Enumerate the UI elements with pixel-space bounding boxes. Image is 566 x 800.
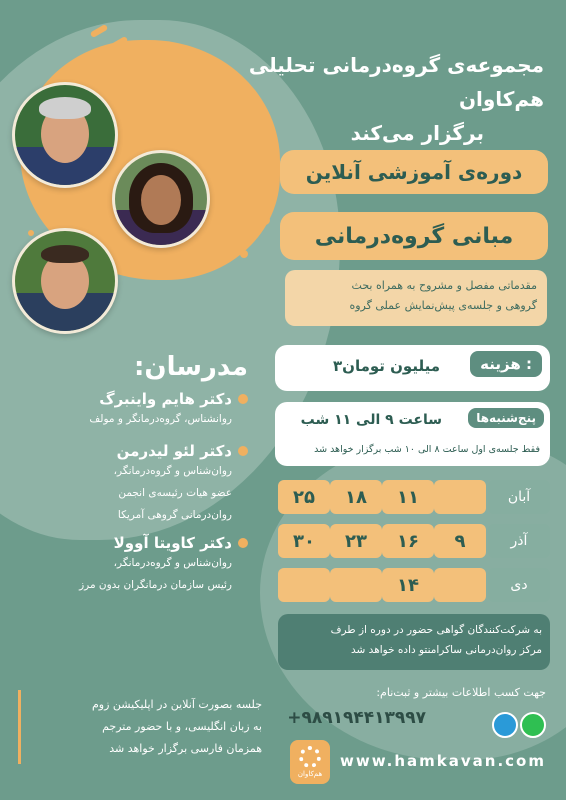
- teacher-info: رئیس سازمان درمانگران بدون مرز: [79, 579, 232, 591]
- online-line-3: همزمان فارسی برگزار خواهد شد: [109, 742, 262, 755]
- bullet-icon: [238, 538, 248, 548]
- bullet-icon: [238, 394, 248, 404]
- certificate-note: [278, 614, 550, 670]
- cost-box: [275, 345, 550, 391]
- month-dey: دی: [488, 568, 550, 602]
- calendar-cell: [330, 568, 382, 602]
- description-line-2: گروهی و جلسه‌ی پیش‌نمایش عملی گروه: [349, 299, 537, 312]
- teacher-info: عضو هیات رئیسه‌ی انجمن: [118, 487, 232, 499]
- calendar-cell: ۱۱: [382, 480, 434, 514]
- course-name: مبانی گروه‌درمانی: [314, 223, 514, 249]
- online-line-2: به زبان انگلیسی، و با حضور مترجم: [102, 720, 262, 733]
- teacher-info: روان‌درمانی گروهی آمریکا: [117, 509, 232, 521]
- calendar-cell: [278, 568, 330, 602]
- whatsapp-icon[interactable]: [520, 712, 546, 738]
- certificate-line-2: مرکز روان‌درمانی ساکرامنتو داده خواهد شد: [351, 644, 542, 656]
- calendar-cell: ۳۰: [278, 524, 330, 558]
- teacher-name: دکتر هایم واینبرگ: [99, 390, 232, 408]
- calendar-cell: ۱۶: [382, 524, 434, 558]
- cost-label: هزینه :: [470, 351, 542, 377]
- course-description: [285, 270, 547, 326]
- schedule-time: ساعت ۹ الی ۱۱ شب: [300, 412, 442, 428]
- teachers-heading: مدرسان:: [133, 352, 248, 382]
- decor-dot: [28, 230, 34, 236]
- teacher-info: روانشناس، گروه‌درمانگر و مولف: [89, 413, 232, 425]
- month-aban: آبان: [488, 480, 550, 514]
- online-note: [18, 690, 268, 764]
- course-type: دوره‌ی آموزشی آنلاین: [305, 160, 523, 184]
- cost-value: ۳میلیون تومان: [332, 357, 440, 375]
- calendar-cell: ۲۵: [278, 480, 330, 514]
- title-line-2: برگزار می‌کند: [350, 121, 484, 145]
- teacher-item: [18, 442, 248, 526]
- teacher-item: [18, 390, 248, 430]
- teacher-info: روان‌شناس و گروه‌درمانگر،: [113, 557, 232, 569]
- schedule-day: پنج‌شنبه‌ها: [468, 408, 544, 428]
- teacher-info: روان‌شناس و گروه‌درمانگر،: [113, 465, 232, 477]
- teacher-name: دکتر کاویتا آوولا: [113, 534, 232, 552]
- certificate-line-1: به شرکت‌کنندگان گواهی حضور در دوره از طرف: [330, 624, 542, 636]
- phone-number[interactable]: +۹۸۹۱۹۴۴۱۳۹۹۷: [287, 708, 426, 728]
- decor-dot: [240, 250, 248, 258]
- course-type-pill: [280, 150, 548, 194]
- title-line-1: مجموعه‌ی گروه‌درمانی تحلیلی هم‌کاوان: [248, 53, 544, 111]
- hamkavan-logo: [290, 740, 330, 784]
- online-line-1: جلسه بصورت آنلاین در اپلیکیشن زوم: [91, 698, 262, 711]
- teacher-name: دکتر لئو لیدرمن: [116, 442, 232, 460]
- calendar-cell: ۱۴: [382, 568, 434, 602]
- contact-heading: جهت کسب اطلاعات بیشتر و ثبت‌نام:: [376, 686, 546, 699]
- teachers-section: [18, 352, 248, 596]
- decor-dot: [260, 215, 270, 225]
- month-azar: آذر: [488, 524, 550, 558]
- description-line-1: مقدماتی مفصل و مشروح به همراه بحث: [351, 279, 537, 292]
- schedule-box: [275, 402, 550, 466]
- logo-ring-icon: [299, 746, 321, 768]
- course-name-pill: [280, 212, 548, 260]
- calendar-cell: [434, 480, 486, 514]
- website-link[interactable]: www.hamkavan.com: [340, 752, 546, 770]
- bullet-icon: [238, 446, 248, 456]
- page-title: [164, 48, 544, 150]
- teacher-photo-weinberg: [12, 82, 118, 188]
- calendar-cell: [434, 568, 486, 602]
- schedule-note: فقط جلسه‌ی اول ساعت ۸ الی ۱۰ شب برگزار خواهد شد: [314, 444, 540, 455]
- calendar-cell: ۹: [434, 524, 486, 558]
- calendar-cell: ۱۸: [330, 480, 382, 514]
- teacher-photo-liderman: [12, 228, 118, 334]
- teacher-item: [18, 534, 248, 596]
- calendar-cell: ۲۳: [330, 524, 382, 558]
- telegram-icon[interactable]: [492, 712, 518, 738]
- logo-text: هم‌کاوان: [297, 770, 323, 778]
- teacher-photo-avula: [112, 150, 210, 248]
